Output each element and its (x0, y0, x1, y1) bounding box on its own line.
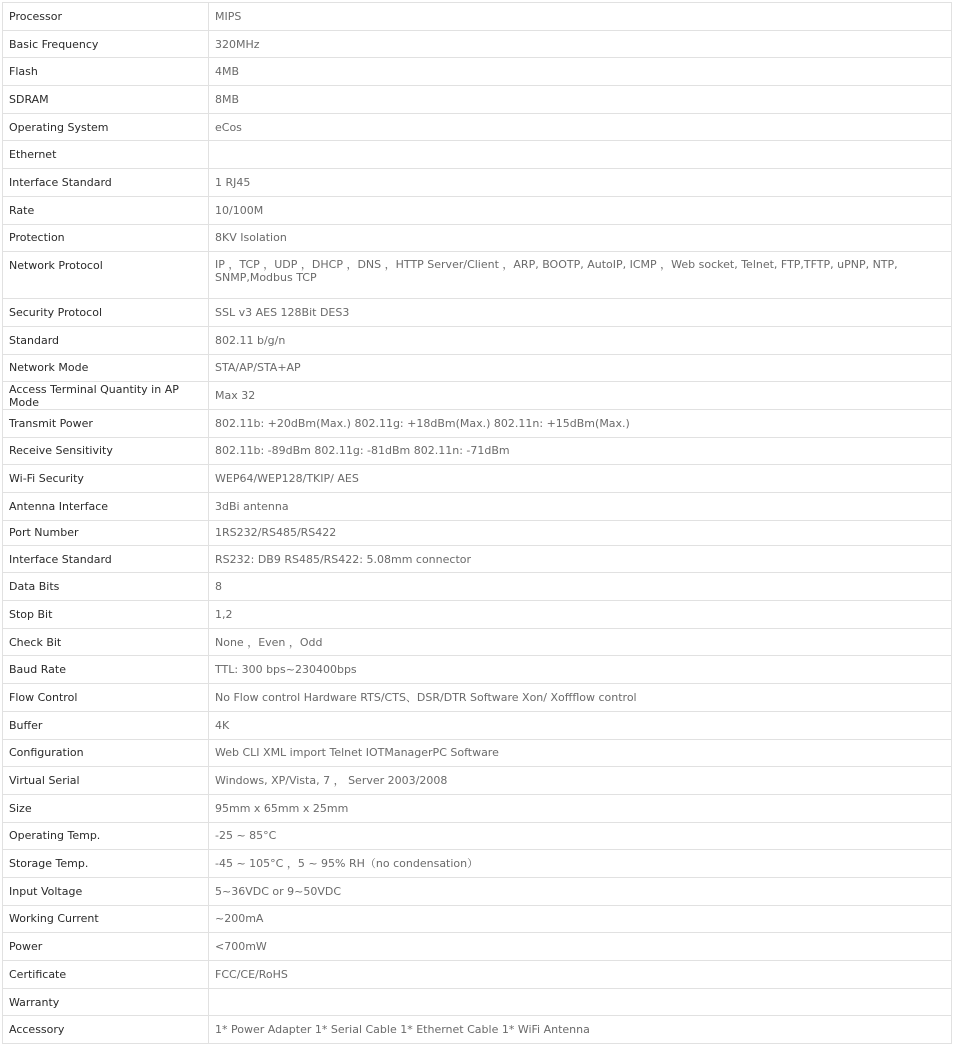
table-row (3, 988, 952, 1016)
table-row (3, 326, 952, 354)
spec-value: WEP64/WEP128/TKIP/ AES (209, 465, 952, 493)
spec-value: 1* Power Adapter 1* Serial Cable 1* Ethernet Cable 1* WiFi Antenna (209, 1016, 952, 1044)
spec-label: Standard (3, 326, 209, 354)
spec-value: TTL: 300 bps~230400bps (209, 656, 952, 684)
spec-value: <700mW (209, 933, 952, 961)
spec-value: -25 ~ 85°C (209, 822, 952, 850)
spec-value: 802.11b: -89dBm 802.11g: -81dBm 802.11n: -71dBm (209, 437, 952, 465)
table-row (3, 86, 952, 114)
spec-label: Operating System (3, 113, 209, 141)
table-row (3, 905, 952, 933)
spec-value: -45 ~ 105°C ，5 ~ 95% RH（no condensation） (209, 850, 952, 878)
spec-label: Access Terminal Quantity in AP Mode (3, 382, 209, 410)
table-row (3, 169, 952, 197)
table-row (3, 794, 952, 822)
spec-label: Network Mode (3, 354, 209, 382)
table-row (3, 933, 952, 961)
table-row (3, 850, 952, 878)
table-row (3, 113, 952, 141)
spec-label: Wi-Fi Security (3, 465, 209, 493)
spec-label: Working Current (3, 905, 209, 933)
spec-label: Transmit Power (3, 409, 209, 437)
spec-label: Configuration (3, 739, 209, 767)
spec-value: 1 RJ45 (209, 169, 952, 197)
spec-label: Operating Temp. (3, 822, 209, 850)
spec-label: Processor (3, 3, 209, 31)
spec-value: IP ，TCP ，UDP ，DHCP ，DNS ，HTTP Server/Client ，ARP, BOOTP, AutoIP, ICMP ，Web socket, Telnet, FTP,TFTP, uPNP, NTP, SNMP,Modbus TCP (209, 252, 952, 299)
spec-label: Flow Control (3, 684, 209, 712)
spec-table-body (3, 3, 952, 1044)
table-row (3, 601, 952, 629)
spec-table (2, 2, 952, 1044)
spec-label: Data Bits (3, 573, 209, 601)
spec-value: Web CLI XML import Telnet IOTManagerPC Software (209, 739, 952, 767)
spec-label: Accessory (3, 1016, 209, 1044)
spec-value: 4MB (209, 58, 952, 86)
table-row (3, 877, 952, 905)
spec-label: Port Number (3, 520, 209, 545)
spec-label: Receive Sensitivity (3, 437, 209, 465)
spec-value: FCC/CE/RoHS (209, 961, 952, 989)
spec-value (209, 988, 952, 1016)
spec-value: None ，Even ，Odd (209, 628, 952, 656)
spec-value: No Flow control Hardware RTS/CTS、DSR/DTR Software Xon/ Xoffflow control (209, 684, 952, 712)
table-row (3, 409, 952, 437)
spec-value: STA/AP/STA+AP (209, 354, 952, 382)
spec-value: 3dBi antenna (209, 493, 952, 521)
table-row (3, 545, 952, 573)
table-row (3, 465, 952, 493)
spec-label: Baud Rate (3, 656, 209, 684)
spec-label: Input Voltage (3, 877, 209, 905)
spec-label: Power (3, 933, 209, 961)
table-row (3, 711, 952, 739)
spec-label: Check Bit (3, 628, 209, 656)
spec-label: Security Protocol (3, 299, 209, 327)
table-row (3, 224, 952, 252)
spec-label: Virtual Serial (3, 767, 209, 795)
table-row (3, 961, 952, 989)
table-row (3, 739, 952, 767)
spec-value: 1RS232/RS485/RS422 (209, 520, 952, 545)
spec-value: RS232: DB9 RS485/RS422: 5.08mm connector (209, 545, 952, 573)
table-row (3, 196, 952, 224)
spec-value: Max 32 (209, 382, 952, 410)
table-row (3, 354, 952, 382)
spec-value: 802.11b: +20dBm(Max.) 802.11g: +18dBm(Max.) 802.11n: +15dBm(Max.) (209, 409, 952, 437)
spec-label: SDRAM (3, 86, 209, 114)
spec-label: Stop Bit (3, 601, 209, 629)
table-row (3, 573, 952, 601)
spec-label: Interface Standard (3, 545, 209, 573)
spec-label: Network Protocol (3, 252, 209, 299)
spec-label: Buffer (3, 711, 209, 739)
spec-value: Windows, XP/Vista, 7 ， Server 2003/2008 (209, 767, 952, 795)
table-row (3, 58, 952, 86)
spec-label: Antenna Interface (3, 493, 209, 521)
table-row (3, 493, 952, 521)
spec-value: MIPS (209, 3, 952, 31)
spec-value: 8KV Isolation (209, 224, 952, 252)
spec-value: eCos (209, 113, 952, 141)
spec-value: 802.11 b/g/n (209, 326, 952, 354)
spec-value: 8 (209, 573, 952, 601)
table-row (3, 684, 952, 712)
spec-label: Size (3, 794, 209, 822)
table-row (3, 520, 952, 545)
spec-value (209, 141, 952, 169)
table-row (3, 252, 952, 299)
table-row (3, 3, 952, 31)
spec-label: Basic Frequency (3, 30, 209, 58)
spec-value: 320MHz (209, 30, 952, 58)
spec-label: Rate (3, 196, 209, 224)
table-row (3, 299, 952, 327)
table-row (3, 141, 952, 169)
spec-label: Storage Temp. (3, 850, 209, 878)
spec-label: Certificate (3, 961, 209, 989)
spec-value: 95mm x 65mm x 25mm (209, 794, 952, 822)
table-row (3, 1016, 952, 1044)
table-row (3, 382, 952, 410)
spec-value: 4K (209, 711, 952, 739)
spec-label: Ethernet (3, 141, 209, 169)
table-row (3, 437, 952, 465)
table-row (3, 767, 952, 795)
spec-label: Interface Standard (3, 169, 209, 197)
spec-label: Warranty (3, 988, 209, 1016)
spec-value: SSL v3 AES 128Bit DES3 (209, 299, 952, 327)
spec-value: 10/100M (209, 196, 952, 224)
spec-value: 5~36VDC or 9~50VDC (209, 877, 952, 905)
spec-label: Flash (3, 58, 209, 86)
table-row (3, 656, 952, 684)
table-row (3, 822, 952, 850)
spec-label: Protection (3, 224, 209, 252)
spec-value: ~200mA (209, 905, 952, 933)
table-row (3, 628, 952, 656)
spec-value: 1,2 (209, 601, 952, 629)
table-row (3, 30, 952, 58)
spec-value: 8MB (209, 86, 952, 114)
